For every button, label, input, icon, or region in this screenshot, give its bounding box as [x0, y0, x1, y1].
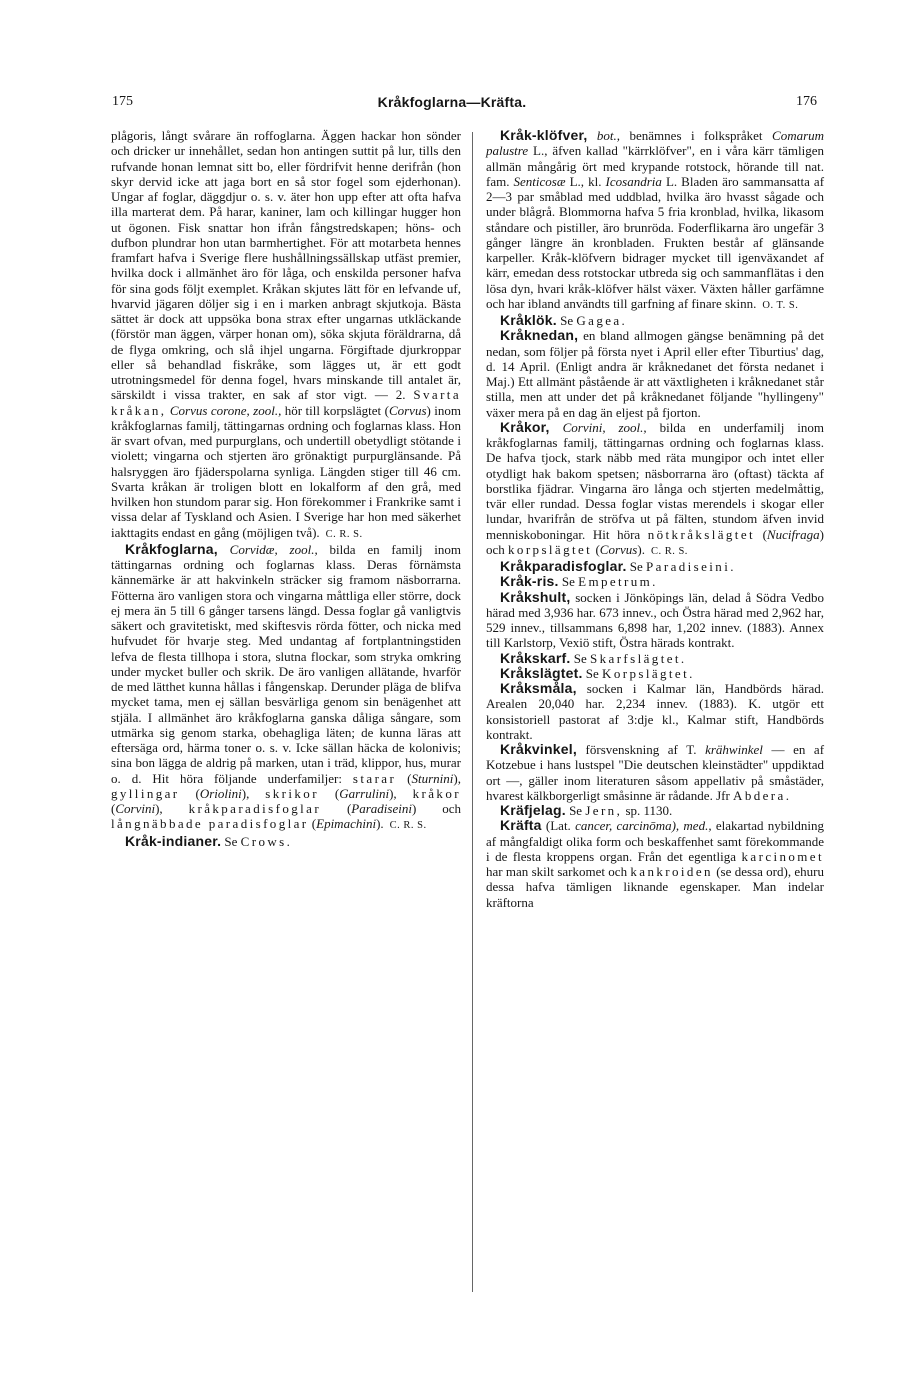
entry-kraknedan: Kråknedan, en bland allmogen gängse benämning på det nedan, som följer på första nyet i April eller efter Tiburtius' dag, d. 14 April. (Enligt andra är kråknedanet det första nedanet i Maj.) Ett allmänt påstående är att växtligheten i kråknedanet står stilla, men att under det på kråknedanet följande "hyllingeny" växer mera på en dag än eljest på fjorton. — [486, 327, 824, 420]
entry-kraklok: Kråklök. Se Gagea. — [500, 312, 628, 328]
page-number-left: 175 — [112, 94, 133, 109]
column-divider — [472, 132, 473, 1292]
entry-krakshult: Kråkshult, socken i Jönköpings län, delad å Södra Vedbo härad med 3,936 har. 673 innev., och Östra härad med 2,962 har, 529 innev., tillsammans 6,898 har, 1,202 innev. (1883). Annex till Karlstorp, Vexiö stift, Östra härads kontrakt. — [486, 588, 824, 651]
entry-krakfoglarna: Kråkfoglarna, Corvidæ, zool., bilda en familj inom tättingarnas ordning och foglarnas klass. Deras förnämsta kännemärke är att hakvinkeln sträcker sig framom näsborrarna. Fötterna äro vanligen stora och vingarna måttliga eller större, dock ej mera än 5 till 6 gånger tarsens längd. Dessa foglar gå vanligtvis säkert och gravitetiskt, med skiftesvis rörda fötter, och nicka med hufvudet för hvarje steg. Med undantag af fortplantningstiden lefva de flesta tillhopa i stora, slutna flockar, som stryka omkring under mycket buller och skrik. De äro vanligen allätande, hvarför de med lätthet kunna hållas i fångenskap. Derunder pläga de blifva mycket tama, men ej sällan besvärliga genom sin benägenhet att stjäla. I allmänhet äro kråkfoglarna ganska dåliga sångare, som utmärka sig genom starka, obehagliga läten; de kunna läras att eftersäga ord, härma toner o. s. v. Icke sällan häcka de kolonivis; sina bon lägga de aldrig på marken, utan i träd, klippor, hus, murar o. d. Hit höra följande underfamiljer: starar (Sturnini), gyllingar (Oriolini), skrikor (Garrulini), kråkor (Corvini), kråkparadisfoglar (Paradiseini) och långnäbbade paradisfoglar (Epimachini). C. R. S. — [111, 540, 461, 832]
right-column — [486, 128, 824, 910]
headword: Kråkfoglarna, — [125, 540, 218, 557]
page-header — [0, 94, 904, 114]
headword: Kråkparadisfoglar. — [500, 558, 627, 574]
entry-krakvinkel: Kråkvinkel, försvenskning af T. krähwinkel — en af Kotzebue i hans lustspel "Die deutschen kleinstädter" uppdiktad ort —, gäller inom literaturen såsom appellativ på småstäder, hvarest kälkborgerligt småsinne är rådande. Jfr Abdera. — [486, 741, 825, 803]
running-title: Kråkfoglarna—Kräfta. — [377, 94, 527, 110]
headword: Kråkor, — [500, 418, 550, 435]
entry-krafta: Kräfta (Lat. cancer, carcinōma), med., elakartad nybildning af mångfaldigt olika form och beskaffenhet samt förekommande i de flesta kroppens organ. Från det egentliga karcinomet har man skilt sarkomet och kankroiden (se dessa ord), ehuru dessa hafva tämligen liknande egenskaper. Man indelar kräftorna — [486, 817, 825, 910]
headword: Kräfta — [500, 817, 542, 834]
author-signature: C. R. S. — [650, 545, 688, 557]
headword: Kråk-klöfver, — [500, 127, 588, 143]
author-signature: C. R. S. — [389, 820, 427, 832]
headword: Kråkslägtet. — [500, 664, 583, 681]
entry-krak-ris: Kråk-ris. Se Empetrum. — [500, 573, 658, 590]
headword: Kråknedan, — [500, 327, 579, 344]
entry-kraksmala: Kråksmåla, socken i Kalmar län, Handbörds härad. Arealen 20,040 har. 2,234 innev. (1883). K. utgör ett konsistoriell pastorat af 3:dje kl., Kalmar stift, Handbörds kontrakt. — [486, 680, 824, 742]
headword: Kråk-ris. — [500, 573, 559, 590]
headword: Kråksmåla, — [500, 680, 577, 696]
entry-krafjelag: Kräfjelag. Se Jern, sp. 1130. — [500, 802, 673, 818]
author-signature: O. T. S. — [762, 299, 799, 311]
entry-krakparadisfoglar: Kråkparadisfoglar. Se Paradiseini. — [500, 558, 736, 574]
entry-krakskarf: Kråkskarf. Se Skarfslägtet. — [500, 649, 687, 666]
entry-krakslagtet: Kråkslägtet. Se Korpslägtet. — [500, 664, 695, 681]
headword: Kräfjelag. — [500, 802, 566, 818]
entry-krak-klofver: Kråk-klöfver, bot., benämnes i folkspråket Comarum palustre L., äfven kallad "kärrklöfver", en i våra kärr tämligen allmän mångårig ört med krypande rotstock, hörande till nat. fam. Senticosæ L., kl. Icosandria L. Bladen äro sammansatta af 2—3 par småblad med uddblad, hvilka äro hvasst sågade och under blågrå. Blommorna hafva 5 fria kronblad, hvilka, likasom ståndare och pistiller, äro brunröda. Foderflikarna äro ungefär 3 gånger längre än kronbladen. Frukten består af glänsande karpeller. Kråk-klöfvern bidrager mycket till igenväxandet af kärr, emedan dess rotstockar utbreda sig och sammanflätas i den lösa dyn, hvari kråk-klöfver hälst växer. Växten håller garfämne och har ibland användts till garfning af finare skinn. O. T. S. — [486, 127, 825, 311]
entry-krakor: Kråkor, Corvini, zool., bilda en underfamilj inom kråkfoglarnas familj, tättingarnas ordning och foglarnas klass. De hafva tjock, stark näbb med räta mungipor och intet eller otydligt hak bakom spetsen; näsborrarna äro (oftast) täckta af borstlika fjädrar. Vingarna äro långa och stjerten medelmåttig, tvär eller rundad. Dessa foglar vistas merendels i skogar eller lundar, hvarifrån de ströfva ut på fälten, stundom äfven invid menniskoboningar. Hit höra nötkråkslägtet (Nucifraga) och korpslägtet (Corvus). C. R. S. — [486, 418, 825, 557]
entry-krak-indianer: Kråk-indianer. Se Crows. — [125, 832, 293, 849]
headword: Kråklök. — [500, 312, 557, 328]
entry-continuation: plågoris, långt svårare än roffoglarna. Äggen hackar hon sönder och dricker ur innehållet, sedan hon antingen suttit på lur, tills den rufvande honan lemnat sitt bo, eller fördrifvit henne derifrån (hon skyr dervid icke att jaga bort en så stor fogel som ejderhonan). Ungar af foglar, däggdjur o. s. v. äter hon upp efter att ofta hafva illa marterat dem. På harar, kaniner, lam och killingar hugger hon ut ögonen. Fisk snattar hon ifrån fångstredskapen; höns- och dufbon plundrar hon utan barmhertighet. För att motarbeta hennes framfart hafva i Sverige flere hushållningssällskap utfäst premier, hvilka dock i allmänhet äro för låga, och enskilda personer hafva för sina gods följt exemplet. Kråkan skjutes lätt för en lefvande uf, hvarvid jägaren döljer sig i en i marken anbragt skjutkoja. Bästa sättet är dock att uppsöka bona strax efter ungarnas utkläckande (förstör man äggen, värper honan om), söka skjuta föräldrarna, då de flyga omkring, och slå ihjel ungarna. Förgiftade djurkroppar eller så behandlad fiskråke, som lägges ut, är ett godt utrotningsmedel för denna fogel, hvars minskande till antalet är, särskildt i vissa trakter, en sak af stor vigt. — 2. Svarta kråkan, Corvus corone, zool., hör till korpslägtet (Corvus) inom kråkfoglarnas familj, tättingarnas ordning och foglarnas klass. Hon är svart ofvan, med purpurglans, och undertill obetydligt stötande i violett; vingarna och stjerten äro grönaktigt purpurglänsande. På halsryggen äro fjäderspolarna synliga. Längden stiger till 46 cm. Svarta kråkan är troligen blott en lokalform af den grå, med hvilken hon stundom parar sig. Hon förekommer i Frankrike samt i vissa delar af Tyskland och Asien. I Sverige har hon med säkerhet iakttagits endast en gång (möjligen två). C. R. S. — [111, 128, 461, 540]
headword: Kråkskarf. — [500, 649, 571, 666]
page-number-right: 176 — [796, 94, 817, 109]
headword: Kråkshult, — [500, 588, 571, 605]
headword: Kråk-indianer. — [125, 832, 222, 849]
author-signature: C. R. S. — [325, 528, 363, 540]
headword: Kråkvinkel, — [500, 741, 577, 757]
left-column — [111, 128, 461, 849]
